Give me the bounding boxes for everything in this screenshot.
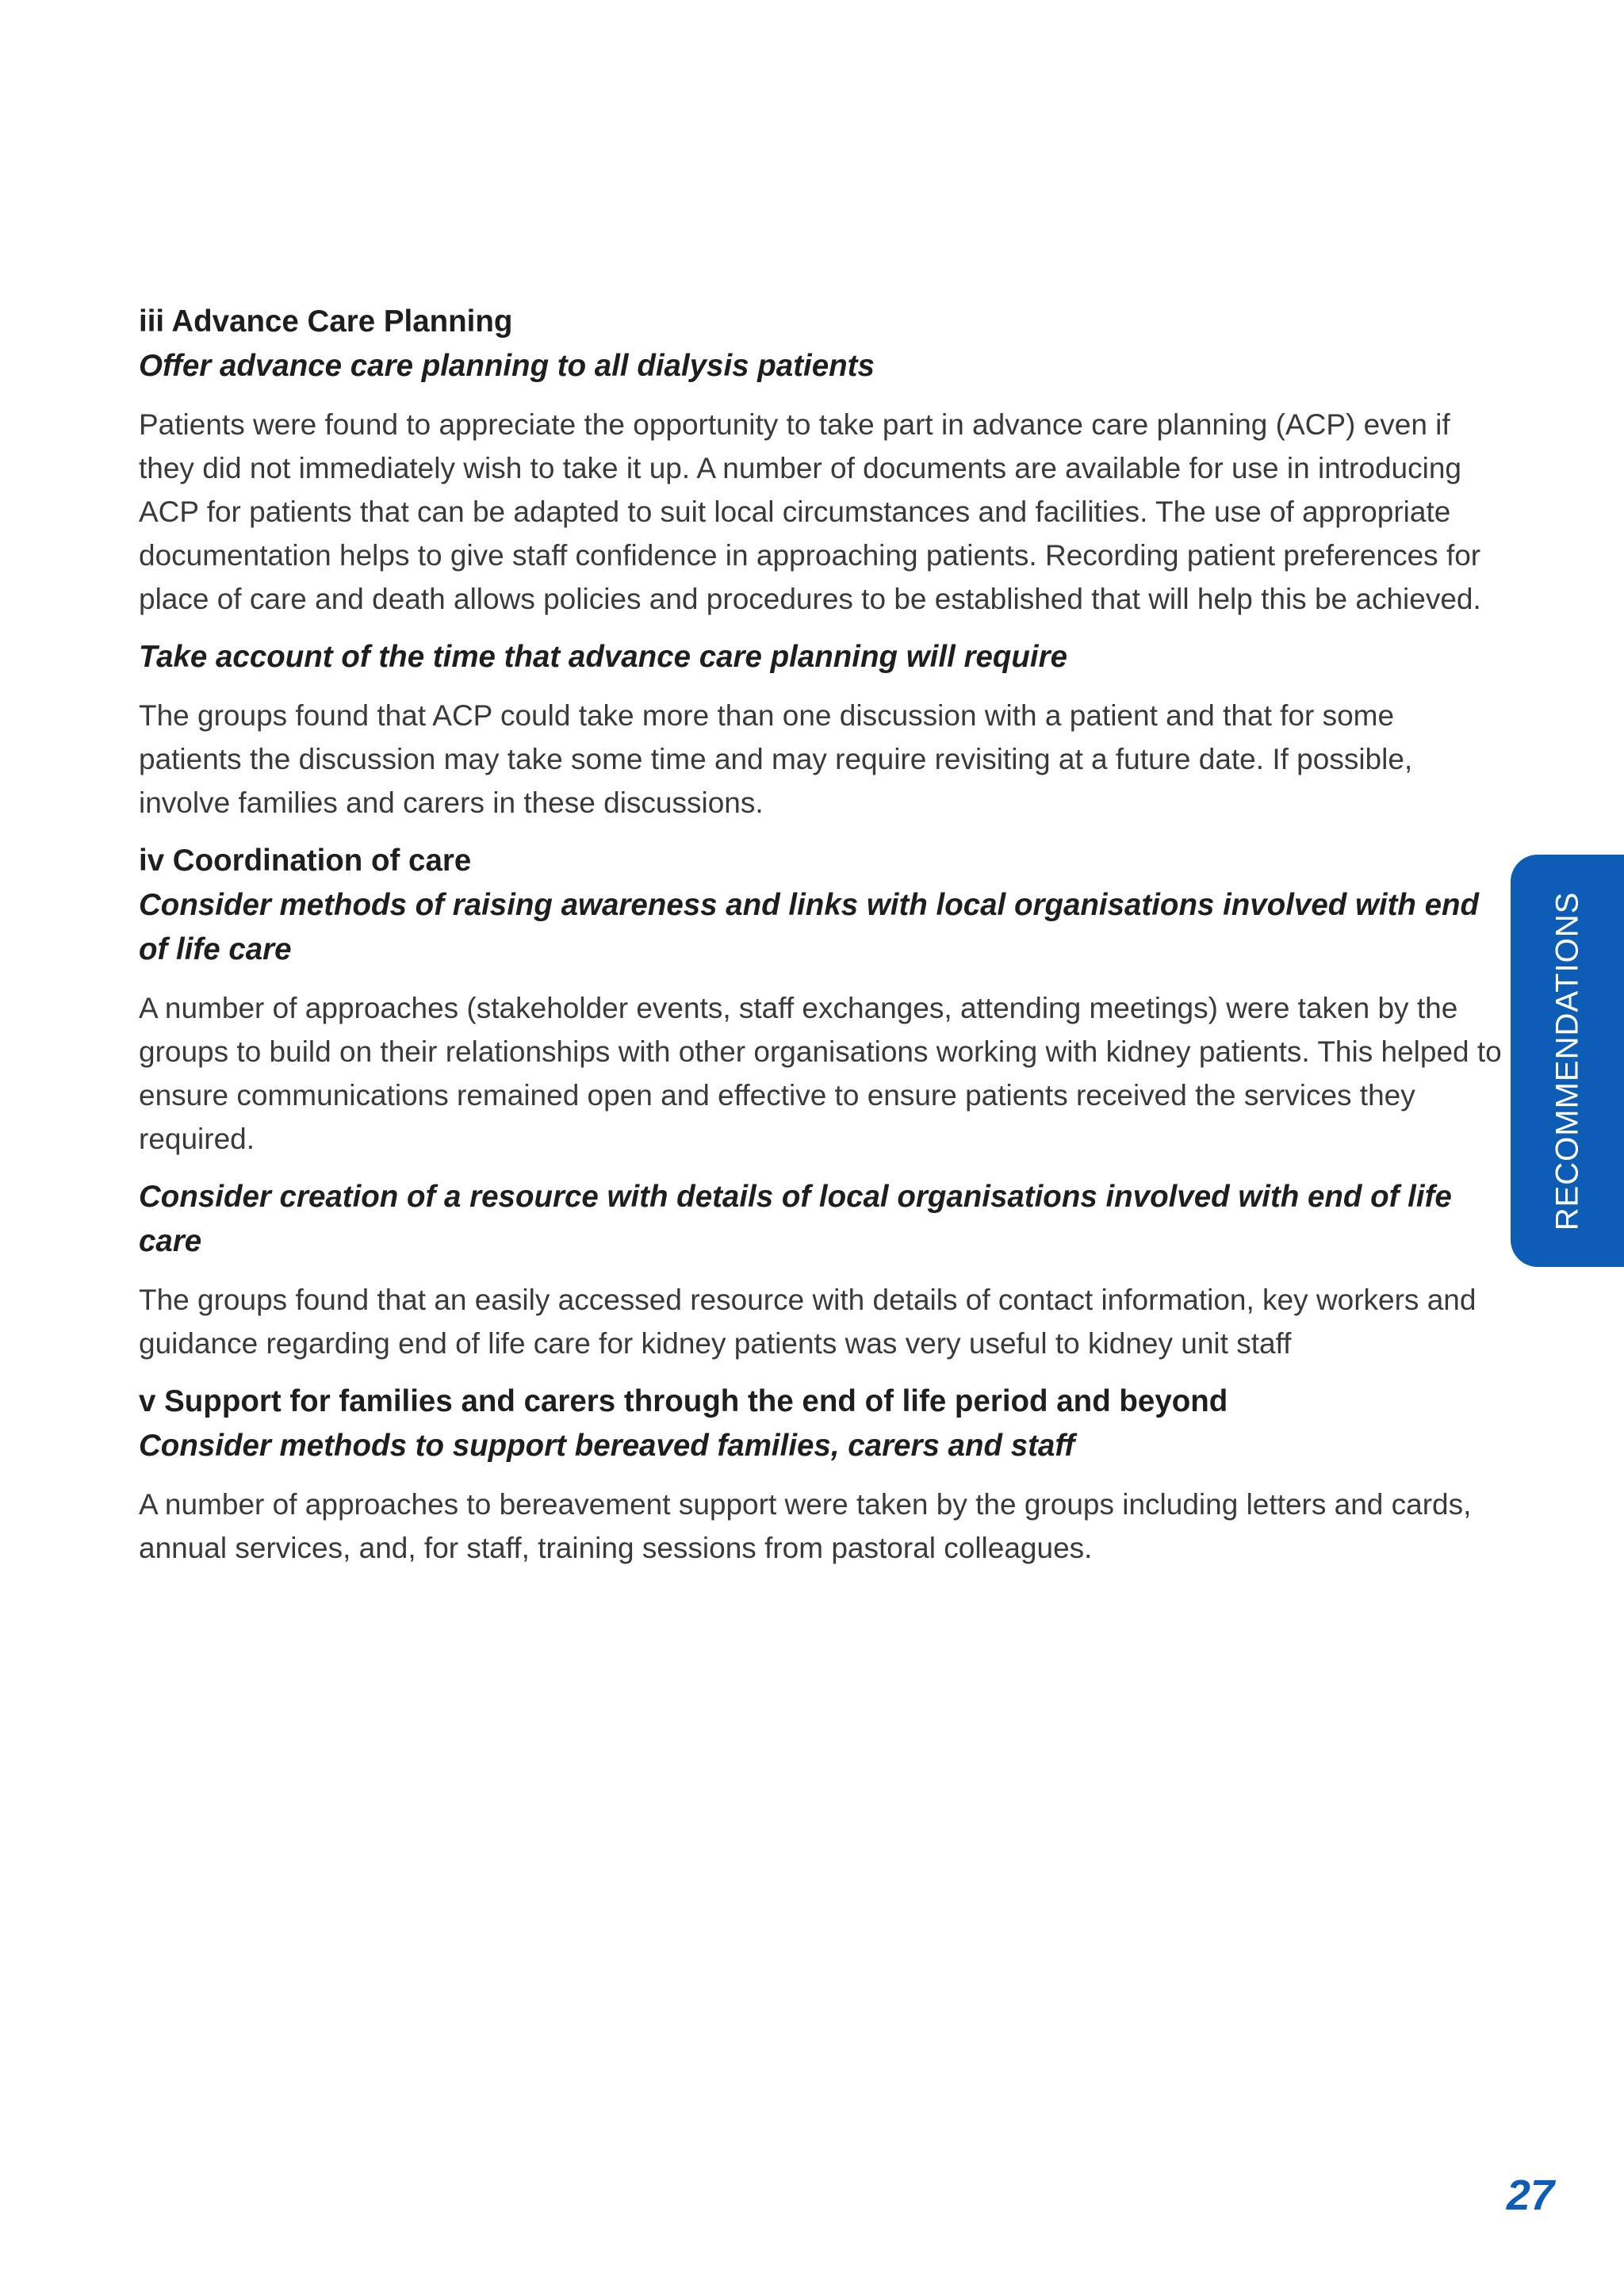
page-number: 27 xyxy=(1506,2172,1554,2219)
paragraph-approaches-relationships: A number of approaches (stakeholder events, staff exchanges, attending meetings) were taken by the groups to build on their relationships with other organisations working with kidney patients. This helped to ensure communications remained open and effective to ensure patients received the services they required. xyxy=(139,992,1502,1155)
subheading-raising-awareness: Consider methods of raising awareness and links with local organisations involved with end of life care xyxy=(139,888,1480,966)
subheading-offer-acp: Offer advance care planning to all dialysis patients xyxy=(139,349,875,383)
paragraph-bereavement-approaches: A number of approaches to bereavement support were taken by the groups including letters and cards, annual services, and, for staff, training sessions from pastoral colleagues. xyxy=(139,1488,1472,1564)
paragraph-acp-appreciation: Patients were found to appreciate the opportunity to take part in advance care planning (ACP) even if they did not immediately wish to take it up. A number of documents are available for use in introducing ACP for patients that can be adapted to suit local circumstances and facilities. The use of appropriate documentation helps to give staff confidence in approaching patients. Recording patient preferences for place of care and death allows policies and procedures to be established that will help this be achieved. xyxy=(139,408,1481,615)
section-heading-advance-care-planning: iii Advance Care Planning xyxy=(139,304,513,339)
recommendations-side-tab xyxy=(1511,855,1624,1267)
subheading-acp-time: Take account of the time that advance care planning will require xyxy=(139,640,1067,674)
side-tab-label: RECOMMENDATIONS xyxy=(1549,891,1585,1230)
subheading-bereavement-support: Consider methods to support bereaved families, carers and staff xyxy=(139,1429,1075,1463)
section-heading-coordination-of-care: iv Coordination of care xyxy=(139,844,472,878)
page-content xyxy=(139,300,1503,1584)
paragraph-resource-usefulness: The groups found that an easily accessed resource with details of contact information, key workers and guidance regarding end of life care for kidney patients was very useful to kidney unit staff xyxy=(139,1284,1477,1360)
section-heading-support-families: v Support for families and carers through the end of life period and beyond xyxy=(139,1384,1228,1418)
paragraph-acp-discussions: The groups found that ACP could take more than one discussion with a patient and that for some patients the discussion may take some time and may require revisiting at a future date. If possible, involve families and carers in these discussions. xyxy=(139,699,1413,819)
subheading-resource-creation: Consider creation of a resource with details of local organisations involved with end of life care xyxy=(139,1180,1452,1258)
